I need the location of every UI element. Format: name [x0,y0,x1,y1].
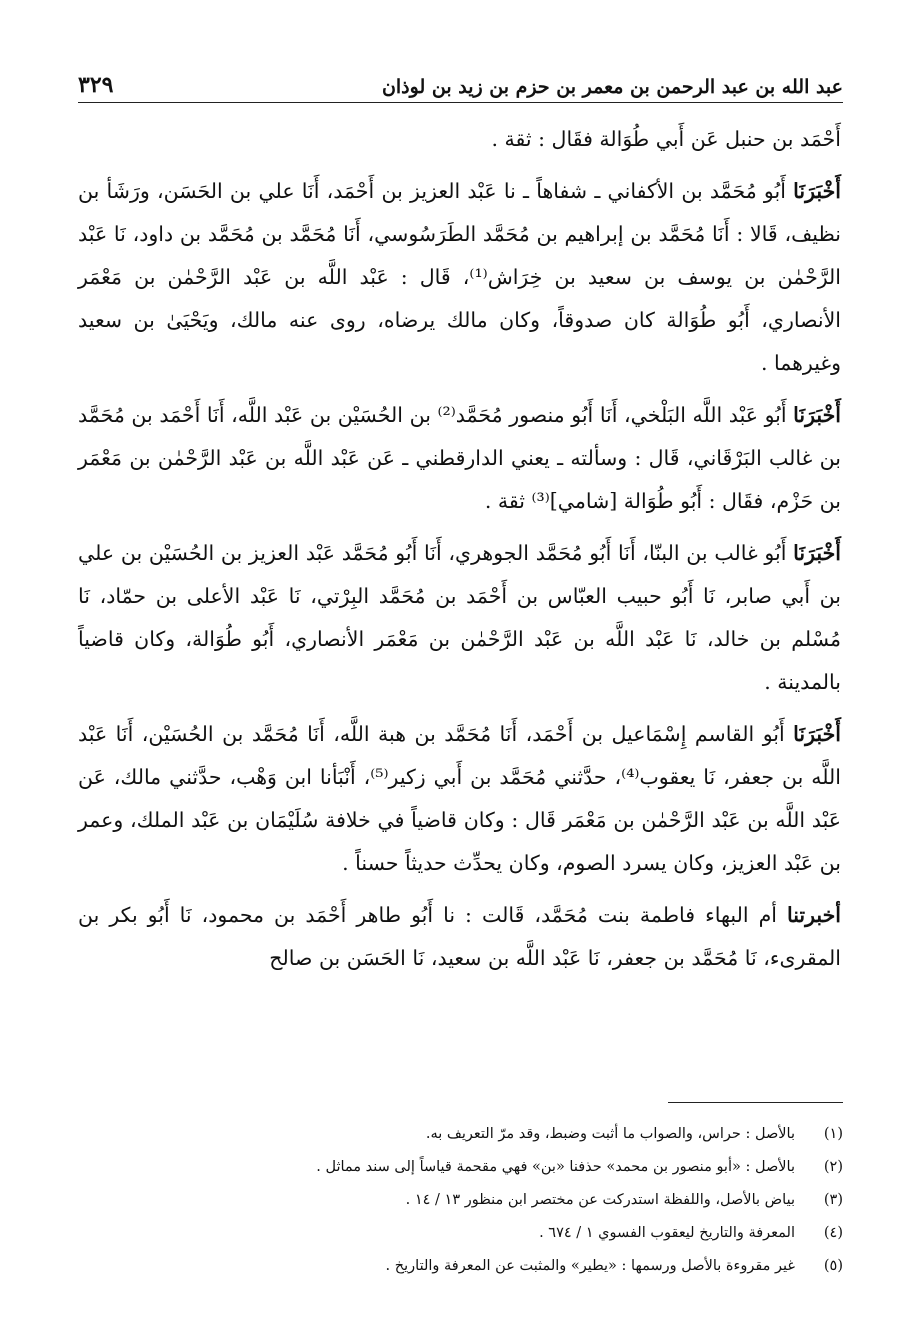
footnote [78,1151,843,1184]
paragraph-text: أم البهاء فاطمة بنت مُحَمَّد، قَالت : نا أَبُو طاهر أَحْمَد بن محمود، نَا أَبُو بكر بن المقرىء، نَا مُحَمَّد بن جعفر، نَا عَبْد اللَّه بن سعيد، نَا الحَسَن بن صالح [78,903,841,970]
footnote [78,1184,843,1217]
page-number: ٣٢٩ [78,72,114,98]
footnote-text: بالأصل : حراس، والصواب ما أثبت وضبط، وقد مرّ التعريف به. [425,1126,795,1142]
footnote-divider [668,1102,843,1103]
paragraph [78,713,841,885]
paragraph-lead: أَخْبَرَنَا [793,403,841,427]
paragraph [78,118,841,161]
header-title: عبد الله بن عبد الرحمن بن معمر بن حزم بن زيد بن لوذان [381,76,843,98]
footnote [78,1217,843,1250]
paragraph [78,894,841,980]
footnote-number: (٤) [823,1225,843,1241]
paragraph-text: أَحْمَد بن حنبل عَن أَبي طُوَالة فقَال : ثقة . [491,127,841,151]
footnote-text: غير مقروءة بالأصل ورسمها : «يطير» والمثبت عن المعرفة والتاريخ . [385,1258,795,1274]
paragraph-text: أَبُو غالب بن البنّا، أَنَا أَبُو مُحَمَّد الجوهري، أَنَا أَبُو مُحَمَّد عَبْد العزيز بن الحُسَيْن بن علي بن أَبي صابر، نَا أَبُو حبيب العبّاس بن أَحْمَد بن مُحَمَّد البِرْتي، نَا عَبْد الأعلى بن حمّاد، نَا مُسْلم بن خالد، نَا عَبْد اللَّه بن عَبْد الرَّحْمٰن بن مَعْمَر الأنصاري، أَبُو طُوَالة، وكان قاضياً بالمدينة . [78,541,841,694]
footnote [78,1250,843,1283]
paragraph [78,394,841,523]
paragraph-text: أَبُو القاسم إِسْمَاعيل بن أَحْمَد، أَنَا مُحَمَّد بن هبة اللَّه، أَنَا مُحَمَّد بن الحُسَيْن، أَنَا عَبْد اللَّه بن جعفر، نَا يعقوب⁽⁴⁾، حدَّثني مُحَمَّد بن أَبي زكير⁽⁵⁾، أَنْبَأنا ابن وَهْب، حدَّثني مالك، عَن عَبْد اللَّه بن عَبْد الرَّحْمٰن بن مَعْمَر قَال : وكان قاضياً في خلافة سُلَيْمَان بن عَبْد الملك، وعمر بن عَبْد العزيز، وكان يسرد الصوم، وكان يحدِّث حديثاً حسناً . [78,722,841,875]
main-text [78,118,841,989]
paragraph-text: أَبُو عَبْد اللَّه البَلْخي، أَنَا أَبُو منصور مُحَمَّد⁽²⁾ بن الحُسَيْن بن عَبْد اللَّه، أَنَا أَحْمَد بن مُحَمَّد بن غالب البَرْقَاني، قَال : وسألته ـ يعني الدارقطني ـ عَن عَبْد اللَّه بن عَبْد الرَّحْمٰن بن مَعْمَر بن حَزْم، فقَال : أَبُو طُوَالة [شامي]⁽³⁾ ثقة . [78,403,841,513]
paragraph-lead: أَخْبَرَنَا [793,541,841,565]
paragraph-text: أَبُو مُحَمَّد بن الأكفاني ـ شفاهاً ـ نا عَبْد العزيز بن أَحْمَد، أَنَا علي بن الحَسَن، ورَشَأ بن نظيف، قَالا : أَنَا مُحَمَّد بن إبراهيم بن مُحَمَّد الطَرَسُوسي، أَنَا مُحَمَّد بن مُحَمَّد بن داود، نَا عَبْد الرَّحْمٰن بن يوسف بن سعيد بن خِرَاش⁽¹⁾، قَال : عَبْد اللَّه بن عَبْد الرَّحْمٰن بن مَعْمَر الأنصاري، أَبُو طُوَالة كان صدوقاً، وكان مالك يرضاه، روى عنه مالك، ويَحْيَىٰ بن سعيد وغيرهما . [78,179,841,375]
running-header [78,64,843,103]
paragraph [78,170,841,385]
footnote-number: (١) [823,1126,843,1142]
footnotes [78,1118,843,1283]
paragraph-lead: أَخْبَرَنَا [793,722,841,746]
footnote [78,1118,843,1151]
footnote-text: بياض بالأصل، واللفظة استدركت عن مختصر ابن منظور ١٣ / ١٤ . [405,1192,795,1208]
footnote-text: بالأصل : «أبو منصور بن محمد» حذفنا «بن» فهي مقحمة قياساً إلى سند مماثل . [316,1159,795,1175]
paragraph-lead: أَخْبَرَنَا [793,179,841,203]
paragraph-lead: أخبرتنا [786,903,841,927]
footnote-number: (٥) [823,1258,843,1274]
footnote-text: المعرفة والتاريخ ليعقوب الفسوي ١ / ٦٧٤ . [539,1225,795,1241]
footnote-number: (٣) [823,1192,843,1208]
paragraph [78,532,841,704]
footnote-number: (٢) [823,1159,843,1175]
